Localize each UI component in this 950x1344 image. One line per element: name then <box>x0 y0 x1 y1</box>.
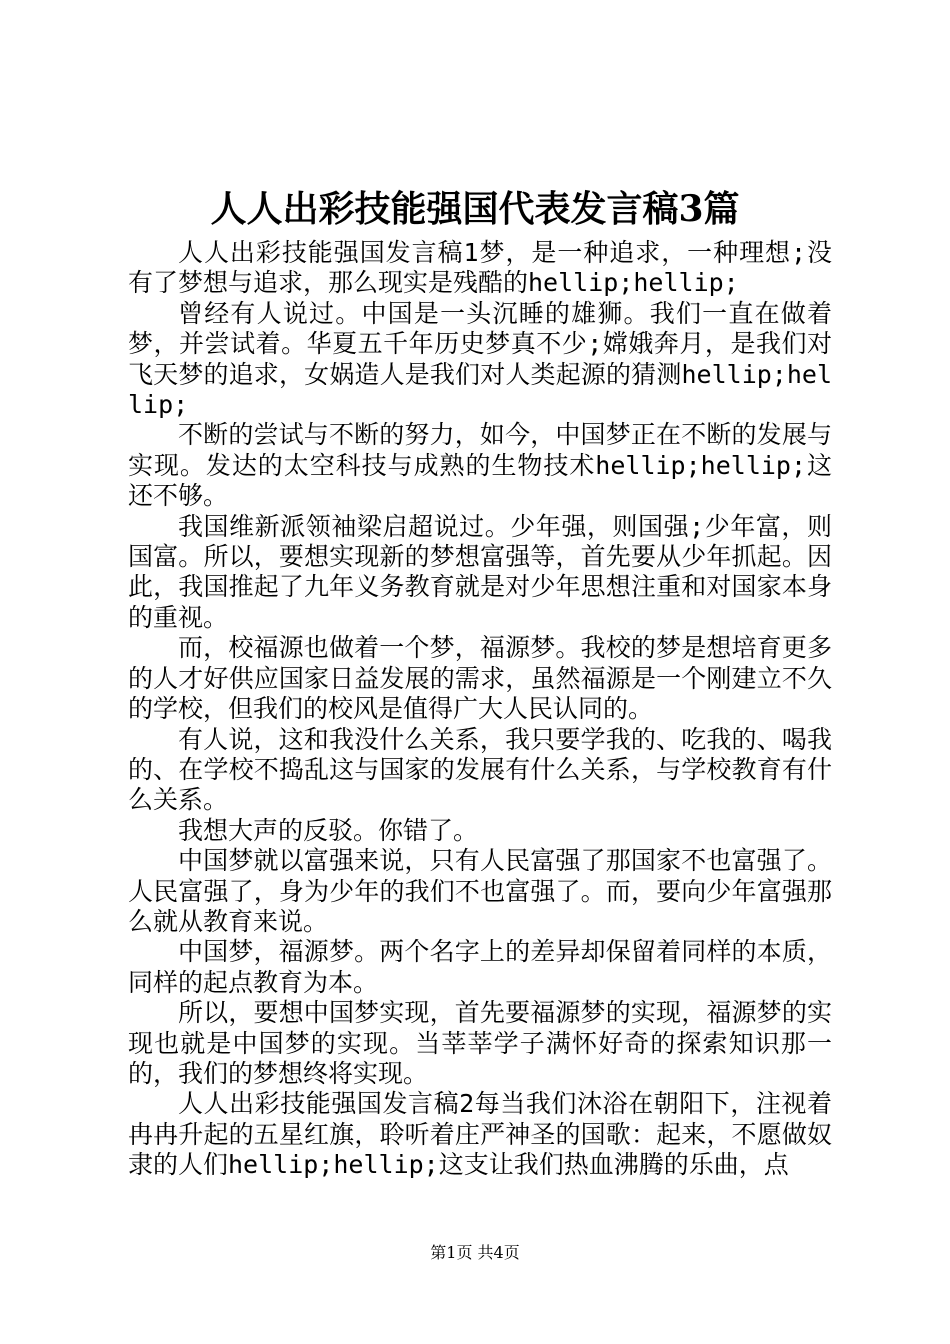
paragraph: 所以，要想中国梦实现，首先要福源梦的实现，福源梦的实现也就是中国梦的实现。当莘莘学子满怀好奇的探索知识那一的，我们的梦想终将实现。 <box>128 998 832 1088</box>
paragraph: 我想大声的反驳。你错了。 <box>178 815 479 845</box>
paragraph: 曾经有人说过。中国是一头沉睡的雄狮。我们一直在做着梦，并尝试着。华夏五千年历史梦真不少;嫦娥奔月，是我们对飞天梦的追求，女娲造人是我们对人类起源的猜测hellip;hellip; <box>128 298 832 420</box>
paragraph: 有人说，这和我没什么关系，我只要学我的、吃我的、喝我的、在学校不捣乱这与国家的发展有什么关系，与学校教育有什么关系。 <box>128 724 832 815</box>
paragraph: 中国梦，福源梦。两个名字上的差异却保留着同样的本质，同样的起点教育为本。 <box>128 937 832 997</box>
paragraph: 不断的尝试与不断的努力，如今，中国梦正在不断的发展与实现。发达的太空科技与成熟的生物技术hellip;hellip;这还不够。 <box>128 420 832 511</box>
page-number-footer: 第1页 共4页 <box>430 1243 520 1262</box>
document-title: 人人出彩技能强国代表发言稿3篇 <box>210 188 740 230</box>
paragraph: 中国梦就以富强来说，只有人民富强了那国家不也富强了。人民富强了，身为少年的我们不也富强了。而，要向少年富强那么就从教育来说。 <box>128 846 832 936</box>
paragraph: 而，校福源也做着一个梦，福源梦。我校的梦是想培育更多的人才好供应国家日益发展的需求，虽然福源是一个刚建立不久的学校，但我们的校风是值得广大人民认同的。 <box>128 633 832 724</box>
document-body <box>128 238 832 1181</box>
paragraph: 人人出彩技能强国发言稿2每当我们沐浴在朝阳下，注视着冉冉升起的五星红旗，聆听着庄严神圣的国歌：起来，不愿做奴隶的人们hellip;hellip;这支让我们热血沸腾的乐曲，点 <box>128 1089 832 1180</box>
paragraph: 我国维新派领袖梁启超说过。少年强，则国强;少年富，则国富。所以，要想实现新的梦想富强等，首先要从少年抓起。因此，我国推起了九年义务教育就是对少年思想注重和对国家本身的重视。 <box>128 511 832 632</box>
paragraph: 人人出彩技能强国发言稿1梦，是一种追求，一种理想;没有了梦想与追求，那么现实是残酷的hellip;hellip; <box>128 238 832 298</box>
